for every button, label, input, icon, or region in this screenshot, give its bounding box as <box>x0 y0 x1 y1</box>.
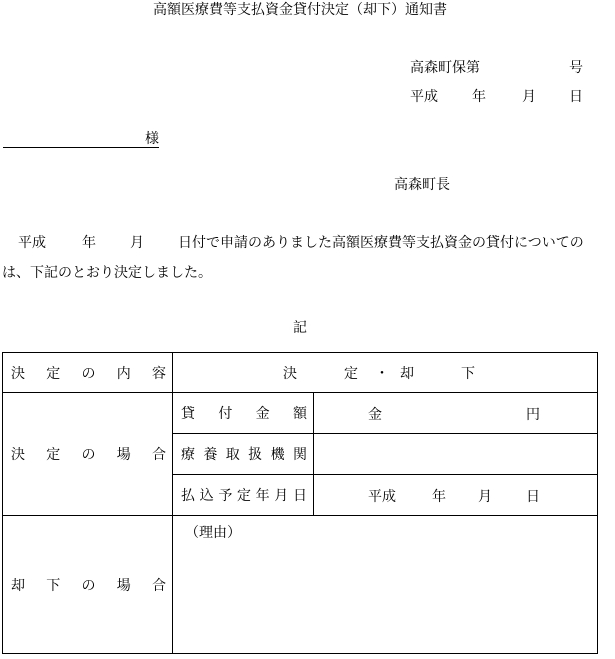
transfer-date-label-text <box>173 485 313 505</box>
transfer-date-year: 年 <box>432 489 446 505</box>
label-char: 額 <box>292 406 307 422</box>
decision-content-label-text <box>3 363 172 383</box>
recipient-line <box>3 147 159 148</box>
label-char: 場 <box>116 447 131 463</box>
transfer-date-field[interactable] <box>314 475 598 516</box>
label-char: の <box>81 447 96 463</box>
recipient-honorific: 様 <box>145 131 159 147</box>
decision-dot: ・ <box>375 365 389 382</box>
label-char: の <box>81 365 96 382</box>
label-char: 金 <box>255 406 270 422</box>
rejection-row <box>3 516 598 654</box>
transfer-date-label <box>173 475 314 516</box>
label-char: 貸 <box>181 406 195 422</box>
issue-date-month: 月 <box>522 89 536 105</box>
transfer-date-day: 日 <box>526 489 540 505</box>
label-char: 容 <box>152 365 166 382</box>
loan-amount-field[interactable] <box>314 393 598 434</box>
label-char: の <box>81 577 96 594</box>
transfer-date-era: 平成 <box>368 489 396 505</box>
document-number-label: 高森町保第 <box>410 60 480 76</box>
loan-amount-label <box>173 393 314 434</box>
loan-amount-suffix: 円 <box>526 407 540 423</box>
label-char: 付 <box>218 406 233 422</box>
loan-amount-label-text <box>173 403 313 423</box>
transfer-date-month: 月 <box>478 489 492 505</box>
label-char: 月 <box>274 488 289 504</box>
label-char: 機 <box>270 447 285 463</box>
body-era: 平成 <box>18 235 46 251</box>
rejection-case-label <box>3 516 173 654</box>
approval-case-label-text <box>3 444 172 464</box>
document-title: 高額医療費等支払資金貸付決定（却下）通知書 <box>153 2 447 18</box>
decision-content-value <box>173 353 598 393</box>
reason-label: （理由） <box>185 525 241 541</box>
loan-amount-prefix: 金 <box>368 407 382 423</box>
label-char: 関 <box>292 447 307 463</box>
label-char: 扱 <box>248 447 263 463</box>
decision-content-label <box>3 353 173 393</box>
label-char: 予 <box>218 488 233 504</box>
issue-date-era: 平成 <box>410 89 438 105</box>
label-char: 療 <box>181 447 195 463</box>
label-char: 合 <box>152 447 166 463</box>
label-char: 養 <box>203 447 218 463</box>
decision-table <box>2 352 598 654</box>
label-char: 定 <box>46 365 61 382</box>
institution-label-text <box>173 444 313 464</box>
label-char: 内 <box>116 365 131 382</box>
label-char: 下 <box>46 577 61 594</box>
label-char: 決 <box>11 447 25 463</box>
decision-content-row <box>3 353 598 393</box>
issue-date-day: 日 <box>569 89 583 105</box>
label-char: 定 <box>236 488 251 504</box>
rejection-reason-field[interactable] <box>173 516 598 654</box>
approval-case-label <box>3 393 173 516</box>
label-char: 取 <box>225 447 240 463</box>
body-line-2: は、下記のとおり決定しました。 <box>2 265 212 281</box>
label-char: 場 <box>116 577 131 594</box>
label-char: 込 <box>199 488 214 504</box>
sender-name: 高森町長 <box>394 177 450 193</box>
issue-date-year: 年 <box>472 89 486 105</box>
institution-label <box>173 434 314 475</box>
ki-heading: 記 <box>293 320 307 336</box>
rejection-case-label-text <box>3 575 172 595</box>
label-char: 合 <box>152 577 166 594</box>
document-number-suffix: 号 <box>569 60 583 76</box>
decision-kyaku: 却 <box>400 365 414 382</box>
body-month: 月 <box>130 235 144 251</box>
decision-ka: 下 <box>461 365 475 382</box>
label-char: 日 <box>292 488 307 504</box>
body-text: 日付で申請のありました高額医療費等支払資金の貸付についての <box>178 235 584 251</box>
decision-ketsu: 決 <box>283 365 297 382</box>
institution-field[interactable] <box>314 434 598 475</box>
label-char: 払 <box>181 488 195 504</box>
label-char: 年 <box>255 488 270 504</box>
loan-amount-row <box>3 393 598 434</box>
body-year: 年 <box>82 235 96 251</box>
label-char: 定 <box>46 447 61 463</box>
decision-tei: 定 <box>344 365 358 382</box>
label-char: 却 <box>11 577 25 594</box>
label-char: 決 <box>11 365 25 382</box>
